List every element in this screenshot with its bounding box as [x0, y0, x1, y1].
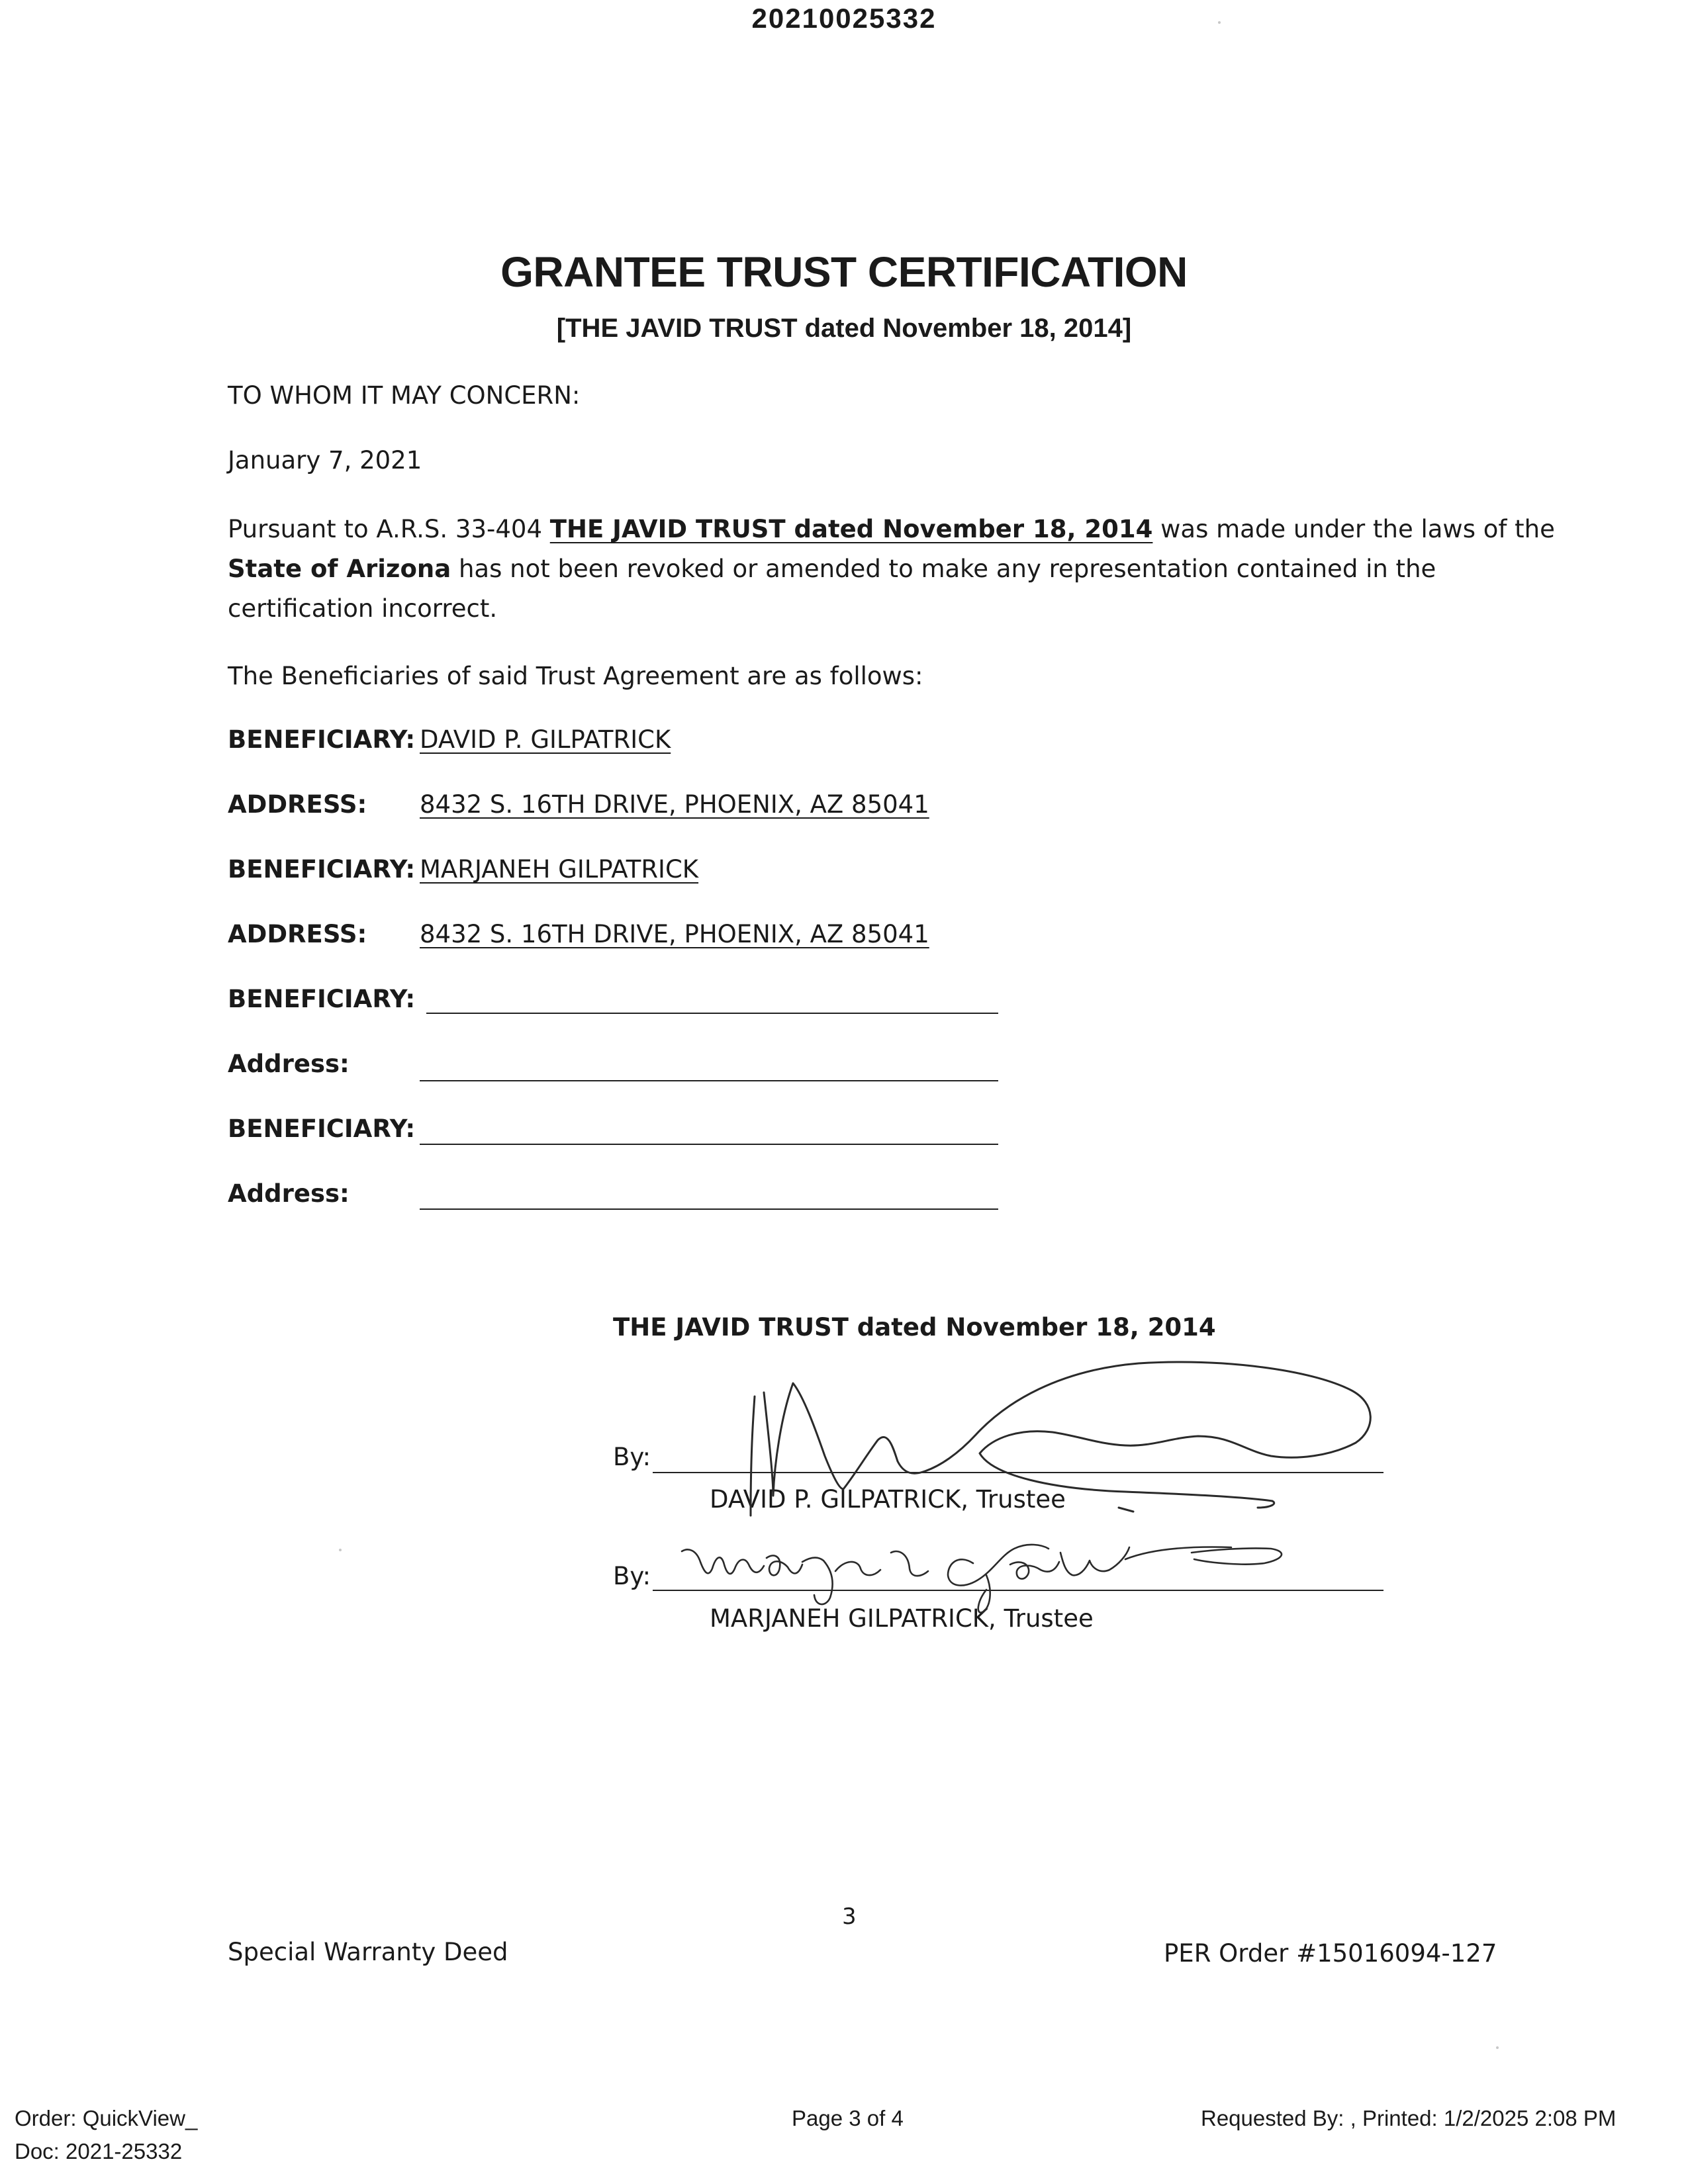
beneficiary-label: BENEFICIARY:: [228, 1115, 416, 1143]
address-label: Address:: [228, 1179, 350, 1208]
address-label: ADDRESS:: [228, 920, 367, 948]
beneficiaries-intro: The Beneficiaries of said Trust Agreement are as follows:: [228, 662, 923, 690]
address-label: Address:: [228, 1050, 350, 1078]
stamp-requested-printed: Requested By: , Printed: 1/2/2025 2:08 PM: [1201, 2106, 1617, 2130]
salutation: TO WHOM IT MAY CONCERN:: [228, 381, 581, 410]
signature-david: [751, 1362, 1370, 1516]
signer-name: MARJANEH GILPATRICK, Trustee: [710, 1604, 1094, 1633]
by-label: By:: [613, 1443, 651, 1471]
address-value: 8432 S. 16TH DRIVE, PHOENIX, AZ 85041: [420, 920, 929, 948]
beneficiary-label: BENEFICIARY:: [228, 985, 416, 1013]
document-subtitle: [THE JAVID TRUST dated November 18, 2014]: [556, 314, 1132, 343]
paragraph-line-3: certification incorrect.: [228, 594, 498, 623]
footer-order-number: PER Order #15016094-127: [1164, 1939, 1497, 1968]
page-number: 3: [842, 1903, 857, 1930]
beneficiary-value: DAVID P. GILPATRICK: [420, 725, 671, 754]
paragraph-text: Pursuant to A.R.S. 33-404: [228, 515, 550, 543]
paragraph-text: has not been revoked or amended to make any representation contained in the: [451, 555, 1436, 583]
signature-marjaneh: [682, 1545, 1282, 1613]
beneficiary-value: MARJANEH GILPATRICK: [420, 855, 699, 884]
beneficiary-label: BENEFICIARY:: [228, 855, 416, 884]
by-label: By:: [613, 1562, 651, 1590]
footer-document-type: Special Warranty Deed: [228, 1938, 508, 1966]
stamp-order: Order: QuickView_: [15, 2106, 198, 2130]
stamp-doc: Doc: 2021-25332: [15, 2139, 183, 2163]
document-date: January 7, 2021: [228, 446, 422, 475]
state-name: State of Arizona: [228, 555, 451, 583]
scan-speck: [339, 21, 1499, 2049]
address-value: 8432 S. 16TH DRIVE, PHOENIX, AZ 85041: [420, 790, 929, 819]
paragraph-text: was made under the laws of the: [1152, 515, 1555, 543]
beneficiary-label: BENEFICIARY:: [228, 725, 416, 754]
signer-name: DAVID P. GILPATRICK, Trustee: [710, 1485, 1066, 1514]
document-title: GRANTEE TRUST CERTIFICATION: [500, 248, 1188, 296]
address-label: ADDRESS:: [228, 790, 367, 819]
recording-number: 20210025332: [751, 3, 937, 34]
signature-trust-name: THE JAVID TRUST dated November 18, 2014: [613, 1313, 1216, 1342]
stamp-page-count: Page 3 of 4: [792, 2106, 904, 2130]
trust-name-inline: THE JAVID TRUST dated November 18, 2014: [549, 515, 1153, 543]
